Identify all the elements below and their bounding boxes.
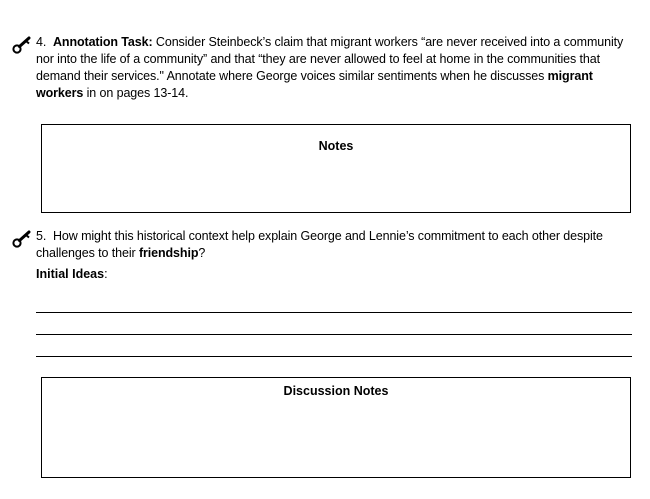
question-number: 5.	[36, 229, 47, 243]
discussion-notes-title: Discussion Notes	[283, 384, 389, 398]
notes-box[interactable]	[41, 124, 631, 213]
task-label: Annotation Task:	[52, 35, 153, 49]
emphasis-term: friendship	[138, 246, 199, 260]
key-icon	[12, 36, 32, 54]
initial-ideas-label: Initial Ideas:	[36, 267, 108, 281]
discussion-notes-box[interactable]	[41, 377, 631, 478]
question-text: Consider Steinbeck’s claim that migrant workers “are never received into a community nor into the life of a community” and that “they are never allowed to feel at home in the communities that demand their services." Annotate where George voices similar sentiments when he discusses	[36, 35, 624, 83]
question-number: 4.	[36, 35, 47, 49]
answer-line[interactable]	[36, 334, 632, 335]
answer-line[interactable]	[36, 312, 632, 313]
question-text: How might this historical context help explain George and Lennie’s commitment to each other despite challenges to their	[36, 229, 603, 260]
question-text-end: in on pages 13-14.	[83, 86, 189, 100]
answer-line[interactable]	[36, 356, 632, 357]
notes-title: Notes	[318, 139, 354, 153]
emphasis-term: migrant workers	[36, 69, 593, 100]
key-icon	[12, 230, 32, 248]
question-text-end: ?	[198, 246, 206, 260]
